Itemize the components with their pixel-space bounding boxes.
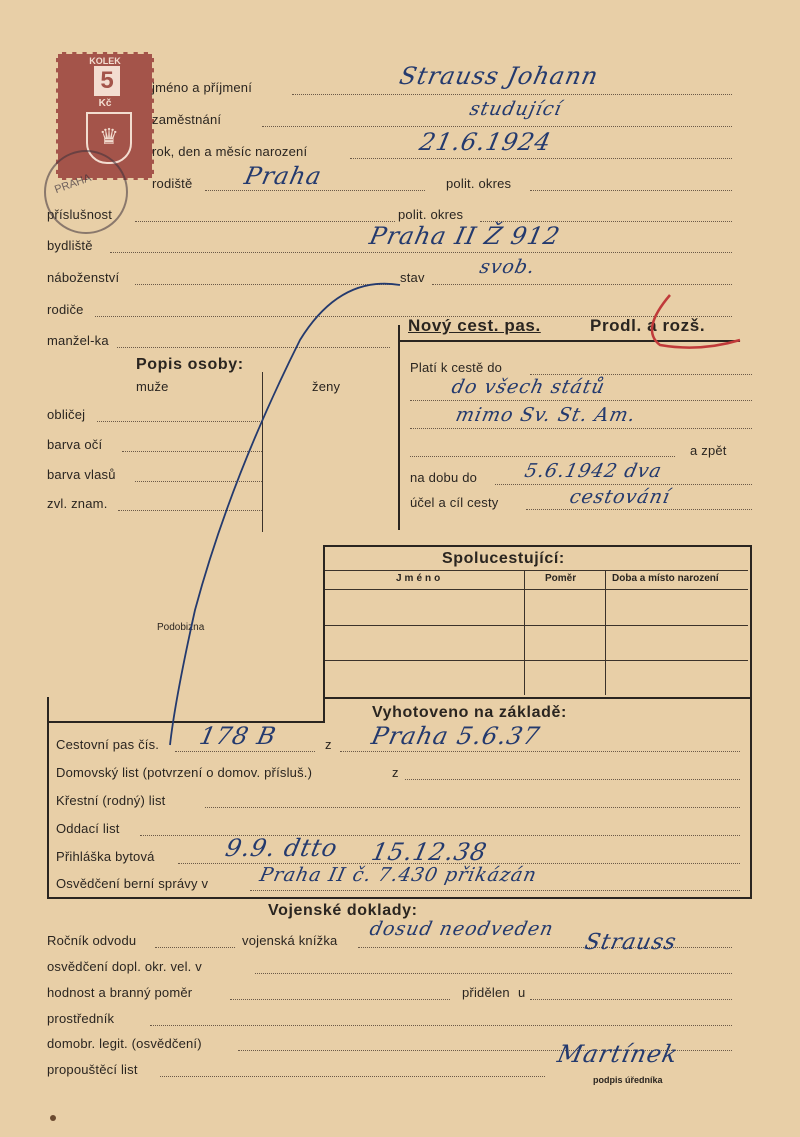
companions-title: Spolucestující:	[442, 550, 565, 567]
value-stav: svob.	[477, 256, 538, 278]
officer-label: podpis úředníka	[593, 1075, 663, 1085]
label-rodiste: rodiště	[152, 176, 193, 191]
label-pas-z: z	[325, 737, 332, 752]
label-u: u	[518, 985, 526, 1000]
label-knizka: vojenská knížka	[242, 933, 338, 948]
label-rodice: rodiče	[47, 302, 84, 317]
desc-row-oblicej: obličej	[47, 407, 86, 422]
label-stav: stav	[400, 270, 425, 285]
companions-header-name: Jméno	[396, 573, 444, 584]
value-pas: 178 B	[197, 722, 280, 750]
value-rodiste: Praha	[242, 162, 325, 190]
label-plati: Platí k cestě do	[410, 360, 503, 375]
red-pencil-mark-icon	[630, 290, 750, 360]
label-polit-okres: polit. okres	[446, 176, 512, 191]
desc-row-oci: barva očí	[47, 437, 103, 452]
label-zpet: a zpět	[690, 443, 727, 458]
label-propousteci: propouštěcí list	[47, 1062, 138, 1077]
label-prostrednik: prostředník	[47, 1011, 115, 1026]
holder-signature: Strauss	[582, 930, 679, 955]
officer-signature: Martínek	[555, 1040, 681, 1068]
label-manzel: manžel-ka	[47, 333, 109, 348]
label-prislusnost: příslušnost	[47, 207, 113, 222]
value-prihlaska: 9.9. dtto	[223, 834, 341, 862]
value-pas-z: Praha 5.6.37	[369, 722, 543, 750]
military-title: Vojenské doklady:	[268, 902, 418, 919]
description-title: Popis osoby:	[136, 356, 244, 373]
value-plati-1: do všech států	[449, 376, 608, 398]
label-oddaci: Oddací list	[56, 821, 120, 836]
value-narozeni: 21.6.1924	[417, 128, 555, 156]
stamp-kolek-text: KOLEK	[89, 56, 121, 66]
label-jmeno: jméno a příjmení	[152, 80, 253, 95]
value-dobu: 5.6.1942 dva	[522, 460, 665, 482]
heading-extension: Prodl. a rozš.	[590, 316, 706, 335]
photo-label: Podobizna	[157, 622, 205, 633]
label-hodnost: hodnost a branný poměr	[47, 985, 193, 1000]
value-zamestnani: studující	[467, 98, 565, 120]
companions-header-birth: Doba a místo narození	[612, 573, 719, 584]
label-nabozenstvi: náboženství	[47, 270, 120, 285]
stamp-value: 5	[94, 66, 120, 96]
label-zamestnani: zaměstnání	[152, 112, 222, 127]
value-knizka: dosud neodveden	[367, 918, 556, 940]
value-berni: Praha II č. 7.430 přikázán	[257, 864, 540, 886]
label-pridelen: přidělen	[462, 985, 510, 1000]
value-jmeno: Strauss Johann	[397, 62, 602, 90]
basis-title: Vyhotoveno na základě:	[372, 704, 567, 721]
label-ucel: účel a cíl cesty	[410, 495, 499, 510]
label-domovsky: Domovský list (potvrzení o domov. přísluš.)	[56, 765, 313, 780]
label-pas: Cestovní pas čís.	[56, 737, 160, 752]
value-bydliste: Praha II Ž 912	[367, 222, 564, 250]
label-domovsky-z: z	[392, 765, 399, 780]
companions-header-relation: Poměr	[545, 573, 577, 584]
value-ucel: cestování	[567, 486, 673, 508]
label-dobu: na dobu do	[410, 470, 478, 485]
cancellation-stroke-icon	[150, 280, 410, 750]
col-female: ženy	[312, 379, 341, 394]
label-dopl: osvědčení dopl. okr. vel. v	[47, 959, 202, 974]
label-krestni: Křestní (rodný) list	[56, 793, 166, 808]
heading-new-passport: Nový cest. pas.	[408, 316, 541, 335]
lion-crest-icon: ♛	[86, 112, 132, 164]
punch-hole-icon	[50, 1115, 56, 1121]
stamp-currency: Kč	[98, 98, 112, 109]
desc-row-znam: zvl. znam.	[47, 496, 108, 511]
label-legit: domobr. legit. (osvědčení)	[47, 1036, 202, 1051]
desc-row-vlasu: barva vlasů	[47, 467, 116, 482]
col-male: muže	[136, 379, 169, 394]
label-narozeni: rok, den a měsíc narození	[152, 144, 308, 159]
label-prihlaska: Přihláška bytová	[56, 849, 155, 864]
label-berni: Osvědčení berní správy v	[56, 876, 209, 891]
label-rocnik: Ročník odvodu	[47, 933, 137, 948]
label-bydliste: bydliště	[47, 238, 93, 253]
value-plati-2: mimo Sv. St. Am.	[453, 404, 639, 426]
postmark-icon: PRAHA	[44, 150, 128, 234]
label-polit-okres-2: polit. okres	[398, 207, 464, 222]
value-prihlaska-date: 15.12.38	[369, 838, 490, 866]
